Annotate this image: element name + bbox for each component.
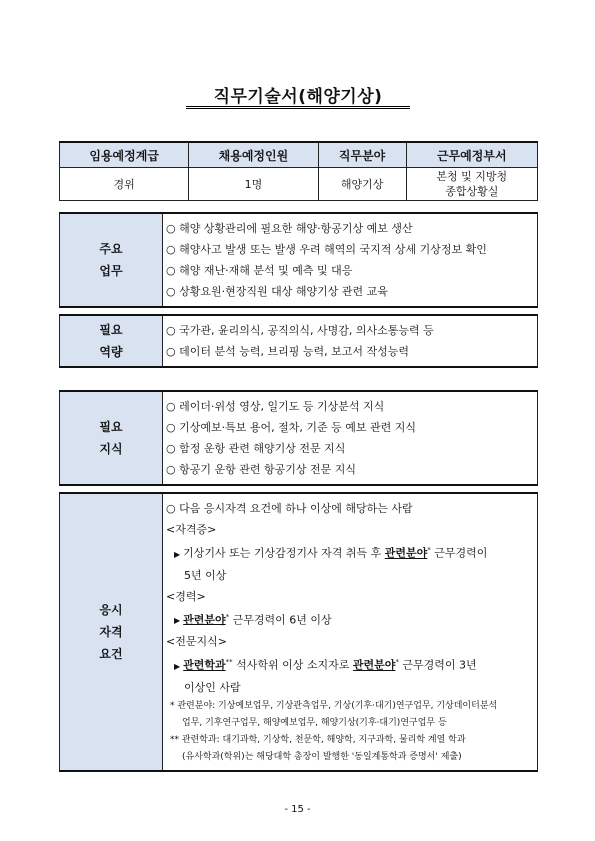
footnote-dept-cont: (유사학과(학위)는 해당대학 총장이 발행한 '동일계통학과 증명서' 제출) (182, 751, 462, 762)
competency-list (163, 315, 538, 367)
expert-heading: <전문지식> (166, 635, 227, 649)
footnote-field: * 관련분야: 기상예보업무, 기상관측업무, 기상(기후·대기)연구업무, 기상데이터분석 (170, 700, 498, 711)
page-number: - 15 - (284, 804, 311, 815)
competency-label: 필요 역량 (60, 315, 163, 367)
knowledge-label: 필요 지식 (60, 391, 163, 485)
list-item: ○ 레이더·위성 영상, 일기도 등 기상분석 지식 (166, 400, 385, 413)
position-summary-table (59, 141, 538, 201)
col-field: 직무분야 (318, 142, 406, 168)
list-item: ○ 해양 상황관리에 필요한 해양·항공기상 예보 생산 (166, 222, 413, 235)
list-item: ○ 기상예보·특보 용어, 절차, 기준 등 예보 관련 지식 (166, 421, 416, 434)
cert-heading: <자격증> (166, 523, 217, 536)
value-rank: 경위 (60, 168, 189, 201)
title-underline (186, 106, 410, 109)
col-rank: 임용예정계급 (60, 142, 189, 168)
expert-item: ▶ 관련학과** 석사학위 이상 소지자로 관련분야* 근무경력이 3년 (174, 658, 477, 672)
value-field: 해양기상 (318, 168, 406, 201)
knowledge-section (59, 390, 538, 486)
triangle-bullet-icon: ▶ (174, 616, 181, 626)
cert-item-cont: 5년 이상 (184, 568, 227, 582)
triangle-bullet-icon: ▶ (174, 549, 181, 559)
cert-item: ▶ 기상기사 또는 기상감정기사 자격 취득 후 관련분야* 근무경력이 (174, 546, 488, 560)
knowledge-list (163, 391, 538, 485)
list-item: ○ 해양사고 발생 또는 발생 우려 해역의 국지적 상세 기상정보 확인 (166, 243, 487, 256)
triangle-bullet-icon: ▶ (174, 661, 181, 671)
list-item: ○ 항공기 운항 관련 항공기상 전문 지식 (166, 463, 356, 476)
list-item: ○ 국가관, 윤리의식, 공직의식, 사명감, 의사소통능력 등 (166, 324, 434, 337)
career-heading: <경력> (166, 589, 206, 603)
requirements-intro: ○ 다음 응시자격 요건에 하나 이상에 해당하는 사람 (166, 502, 413, 515)
expert-item-cont: 이상인 사람 (184, 680, 241, 694)
list-item: ○ 함정 운항 관련 해양기상 전문 지식 (166, 442, 346, 455)
col-headcount: 채용예정인원 (189, 142, 318, 168)
requirements-section (59, 492, 538, 772)
value-headcount: 1명 (189, 168, 318, 201)
footnote-dept: ** 관련학과: 대기과학, 기상학, 천문학, 해양학, 지구과학, 물리학 계열 학과 (170, 734, 466, 745)
competency-section (59, 314, 538, 368)
requirements-label: 응시 자격 요건 (60, 493, 163, 771)
duties-section (59, 212, 538, 308)
list-item: ○ 해양 재난·재해 분석 및 예측 및 대응 (166, 264, 353, 277)
career-item: ▶ 관련분야* 근무경력이 6년 이상 (174, 612, 332, 627)
list-item: ○ 상황요원·현장직원 대상 해양기상 관련 교육 (166, 285, 388, 298)
value-department: 본청 및 지방청 종합상황실 (406, 168, 537, 201)
duties-list (163, 213, 538, 307)
page-title: 직무기술서(해양기상) (213, 87, 383, 107)
col-department: 근무예정부서 (406, 142, 537, 168)
list-item: ○ 데이터 분석 능력, 브리핑 능력, 보고서 작성능력 (166, 345, 409, 358)
requirements-list (163, 493, 538, 771)
footnote-field-cont: 업무, 기후연구업무, 해양예보업무, 해양기상(기후·대기)연구업무 등 (182, 717, 447, 728)
duties-label: 주요 업무 (60, 213, 163, 307)
